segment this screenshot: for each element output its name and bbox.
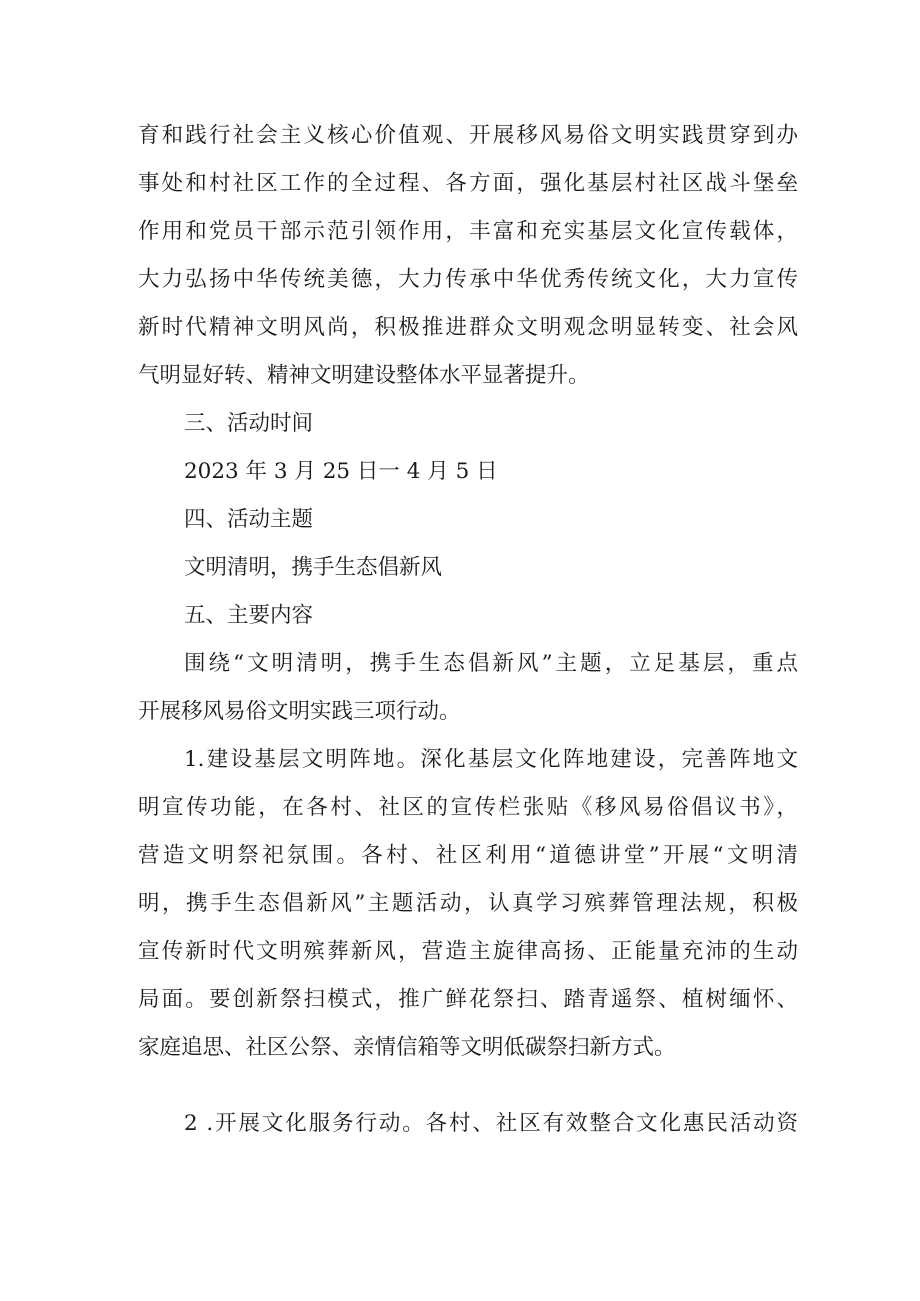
section-time-heading: 三、活动时间 [184, 411, 314, 436]
item1-line-5: 宣传新时代文明殡葬新风，营造主旋律高扬、正能量充沛的生动 [138, 939, 798, 964]
item2-line-1: 2 .开展文化服务行动。各村、社区有效整合文化惠民活动资 [184, 1111, 798, 1136]
item1-line-7: 家庭追思、社区公祭、亲情信箱等文明低碳祭扫新方式。 [138, 1035, 676, 1060]
section-content-intro-line-1: 围绕“文明清明，携手生态倡新风”主题，立足基层，重点 [184, 651, 798, 676]
section-content-intro-line-2: 开展移风易俗文明实践三项行动。 [138, 699, 461, 724]
paragraph-intro-line-6: 气明显好转、精神文明建设整体水平显著提升。 [138, 363, 590, 388]
item1-line-1: 1.建设基层文明阵地。深化基层文化阵地建设，完善阵地文 [184, 747, 798, 772]
section-theme-heading: 四、活动主题 [184, 507, 314, 532]
paragraph-intro-line-4: 大力弘扬中华传统美德，大力传承中华优秀传统文化，大力宣传 [138, 267, 798, 292]
paragraph-intro-line-5: 新时代精神文明风尚，积极推进群众文明观念明显转变、社会风 [138, 315, 798, 340]
paragraph-intro-line-1: 育和践行社会主义核心价值观、开展移风易俗文明实践贯穿到办 [138, 123, 798, 148]
item1-line-4: 明，携手生态倡新风”主题活动，认真学习殡葬管理法规，积极 [138, 891, 798, 916]
section-content-heading: 五、主要内容 [184, 603, 314, 628]
paragraph-intro-line-2: 事处和村社区工作的全过程、各方面，强化基层村社区战斗堡垒 [138, 171, 798, 196]
section-time-value: 2023 年 3 月 25 日一 4 月 5 日 [184, 459, 498, 484]
item1-line-2: 明宣传功能，在各村、社区的宣传栏张贴《移风易俗倡议书》， [138, 795, 798, 820]
paragraph-intro-line-3: 作用和党员干部示范引领作用，丰富和充实基层文化宣传载体， [138, 219, 798, 244]
item1-line-3: 营造文明祭祀氛围。各村、社区利用“道德讲堂”开展“文明清 [138, 843, 798, 868]
section-theme-value: 文明清明，携手生态倡新风 [184, 555, 443, 580]
item1-line-6: 局面。要创新祭扫模式，推广鲜花祭扫、踏青遥祭、植树缅怀、 [138, 987, 798, 1012]
